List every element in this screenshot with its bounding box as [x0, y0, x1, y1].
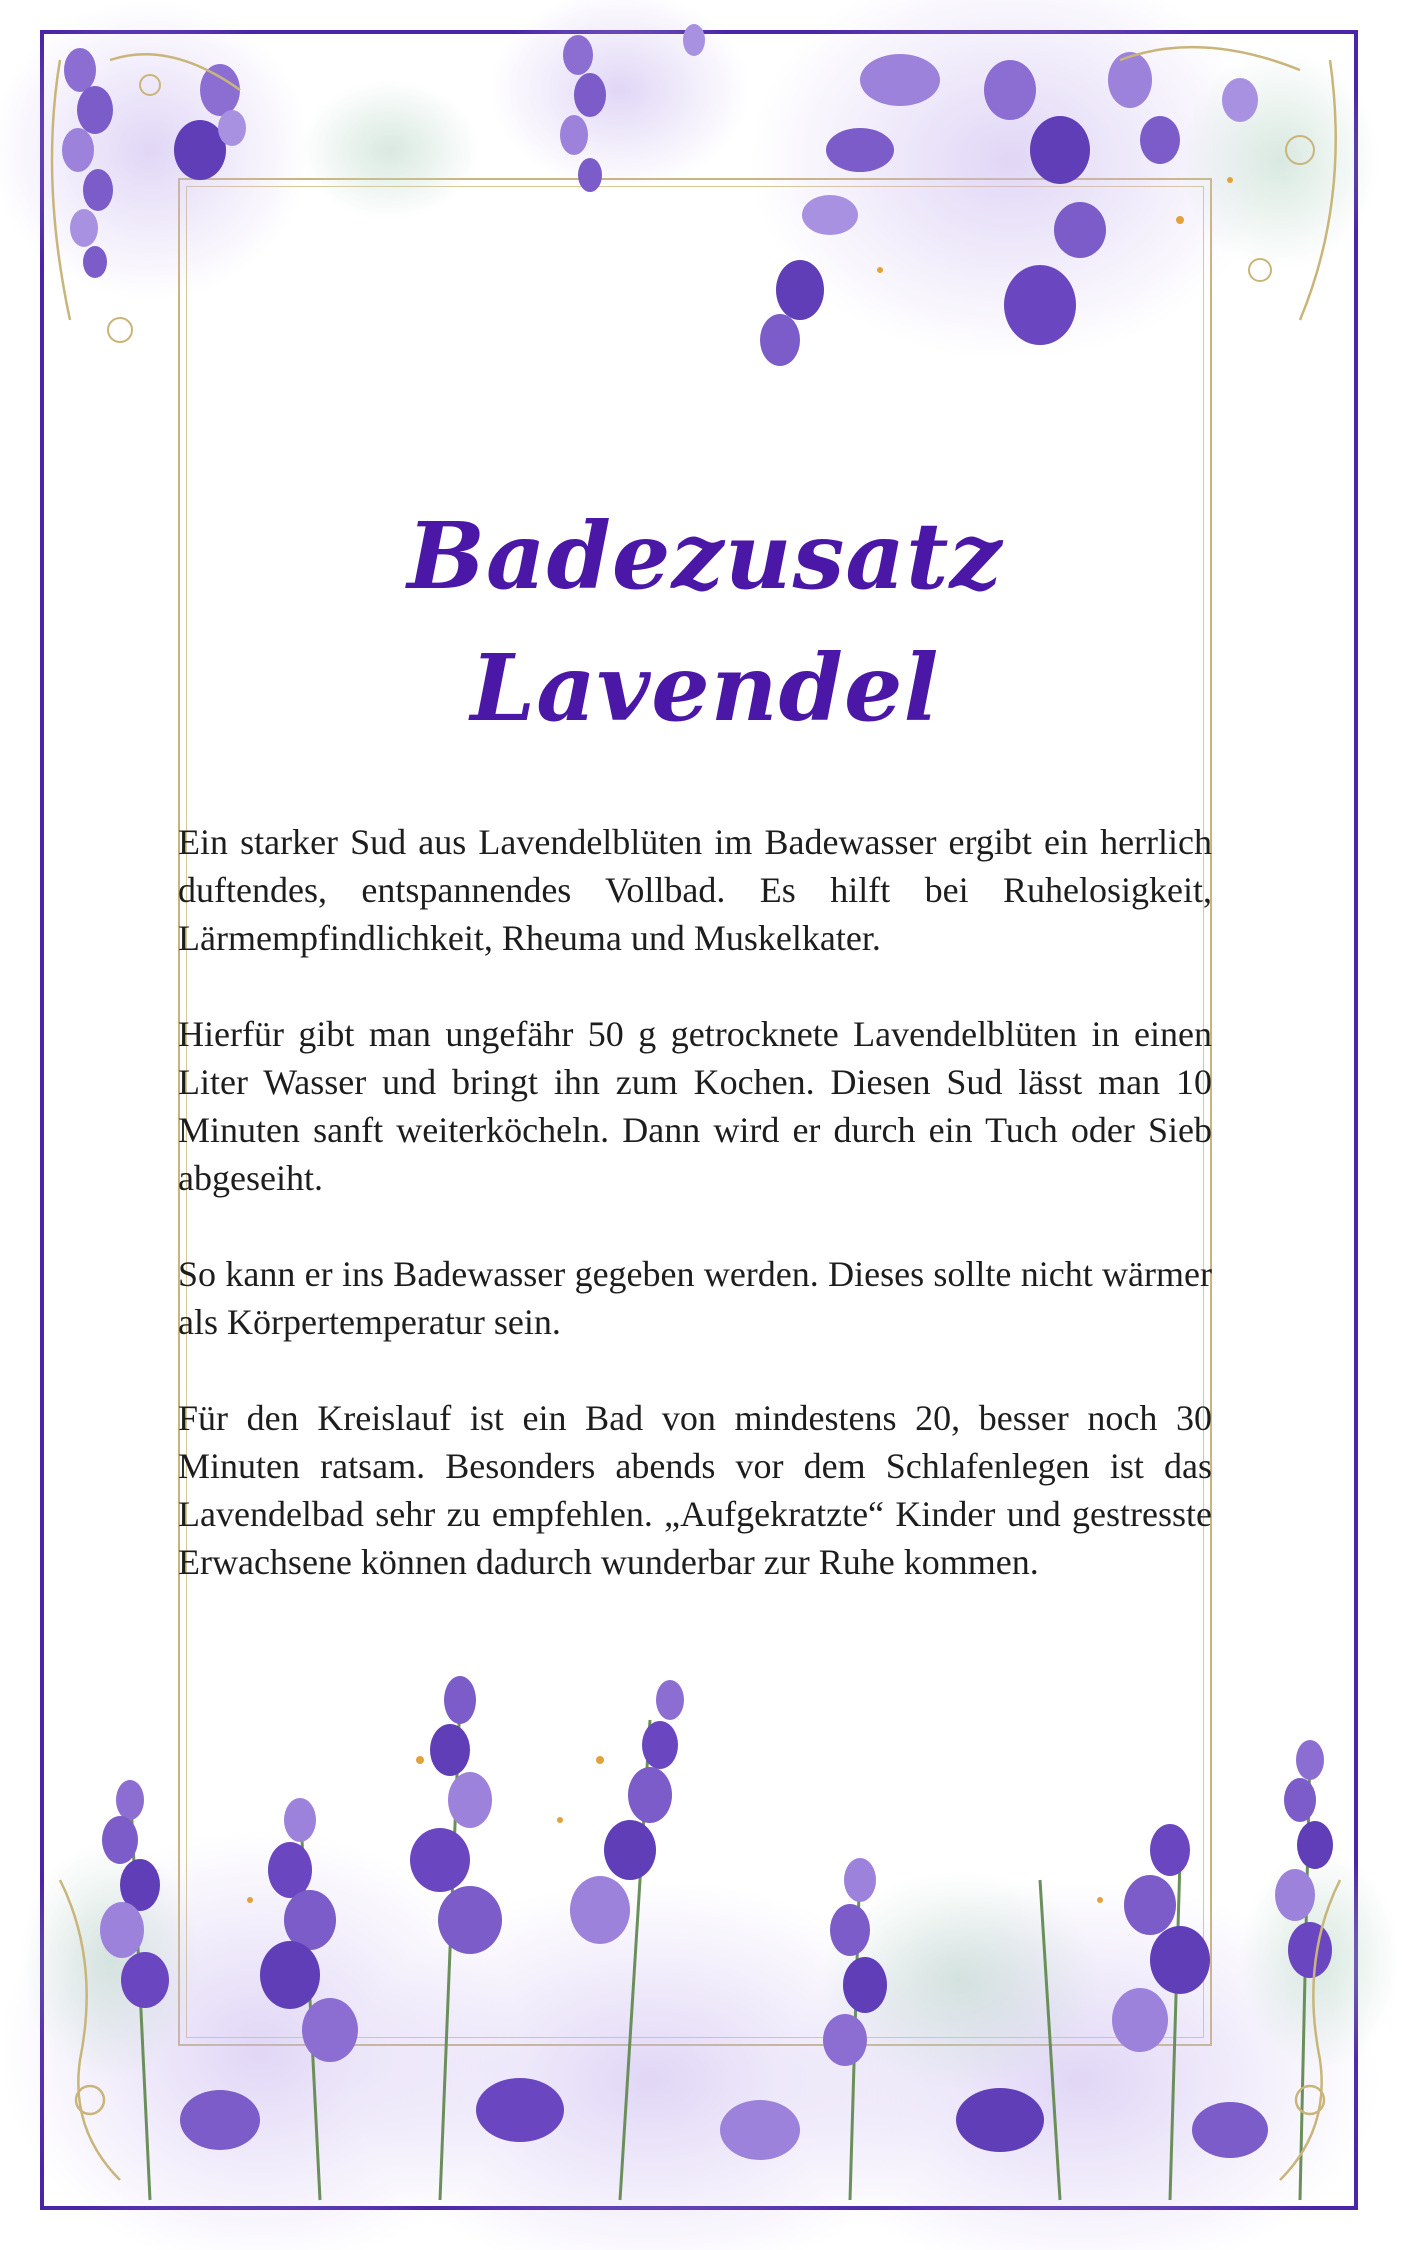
paragraph-preparation: Hierfür gibt man ungefähr 50 g getrocknete Lavendelblüten in einen Liter Wasser und bringt ihn zum Kochen. Diesen Sud lässt man 10 Minuten sanft weiterköcheln. Dann wird er durch ein Tuch oder Sieb abgeseiht. [178, 1014, 1212, 1198]
recipe-title [180, 490, 1230, 754]
title-line-2: Lavendel [470, 634, 940, 742]
title-line-1: Badezusatz [407, 502, 1003, 610]
paragraph-recommendation: Für den Kreislauf ist ein Bad von mindestens 20, besser noch 30 Minuten ratsam. Besonders abends vor dem Schlafenlegen ist das Lavendelbad sehr zu empfehlen. „Aufgekratzte“ Kinder und gestresste Erwachsene können dadurch wunderbar zur Ruhe kommen. [178, 1398, 1212, 1582]
paragraph-usage: So kann er ins Badewasser gegeben werden. Dieses sollte nicht wärmer als Körpertemperatur sein. [178, 1254, 1212, 1342]
recipe-body [178, 818, 1212, 1634]
bottom-haze [0, 1830, 1400, 2250]
paragraph-intro: Ein starker Sud aus Lavendelblüten im Badewasser ergibt ein herrlich duftendes, entspannendes Vollbad. Es hilft bei Ruhelosigkeit, Lärmempfindlichkeit, Rheuma und Muskelkater. [178, 822, 1212, 958]
